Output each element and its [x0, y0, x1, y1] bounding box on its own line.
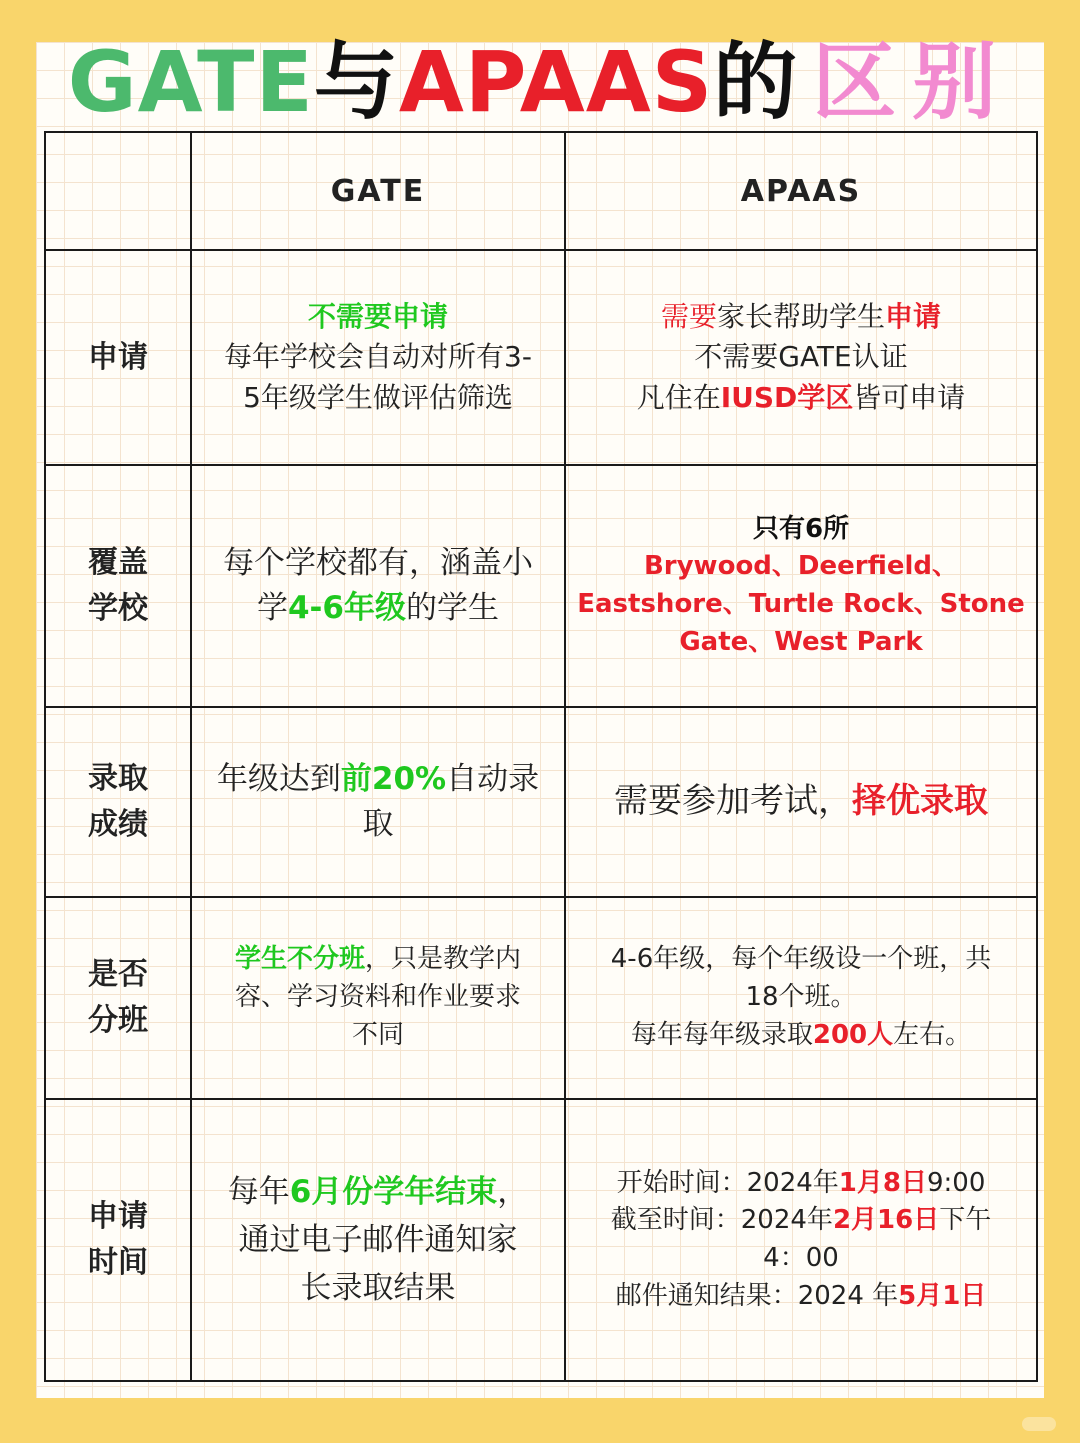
row-label-application-time: 申请 时间 [45, 1099, 191, 1381]
table-header-row [45, 132, 1037, 250]
apaas-class-division-cell: 4-6年级，每个年级设一个班，共 18个班。 每年每年级录取200人左右。 [565, 897, 1037, 1099]
title-qubie: 区别 [812, 33, 1013, 131]
row-label-application: 申请 [45, 250, 191, 465]
title-gate: GATE [67, 33, 314, 131]
title-yu: 与 [313, 33, 399, 131]
apaas-coverage-cell: 只有6所 Brywood、Deerfield、 Eastshore、Turtle Rock、Stone Gate、West Park [565, 465, 1037, 707]
title-apaas: APAAS [398, 33, 714, 131]
table-row-application-time [45, 1099, 1037, 1381]
watermark-badge [1022, 1417, 1056, 1431]
header-apaas: APAAS [565, 132, 1037, 250]
header-gate: GATE [191, 132, 565, 250]
table-row-admission [45, 707, 1037, 897]
gate-class-division-cell: 学生不分班，只是教学内 容、学习资料和作业要求 不同 [191, 897, 565, 1099]
apaas-application-cell: 需要家长帮助学生申请 不需要GATE认证 凡住在IUSD学区皆可申请 [565, 250, 1037, 465]
apaas-application-time-cell: 开始时间：2024年1月8日9:00 截至时间：2024年2月16日下午 4：00 邮件通知结果：2024 年5月1日 [565, 1099, 1037, 1381]
table-row-class-division [45, 897, 1037, 1099]
gate-coverage-cell: 每个学校都有，涵盖小 学4-6年级的学生 [191, 465, 565, 707]
row-label-class-division: 是否 分班 [45, 897, 191, 1099]
apaas-admission-cell: 需要参加考试，择优录取 [565, 707, 1037, 897]
title-de: 的 [713, 33, 799, 131]
header-empty-cell [45, 132, 191, 250]
table-row-application [45, 250, 1037, 465]
comparison-table [44, 131, 1038, 1382]
gate-application-cell: 不需要申请 每年学校会自动对所有3- 5年级学生做评估筛选 [191, 250, 565, 465]
row-label-coverage: 覆盖 学校 [45, 465, 191, 707]
page-title [0, 32, 1080, 132]
gate-admission-cell: 年级达到前20%自动录 取 [191, 707, 565, 897]
gate-application-time-cell: 每年6月份学年结束， 通过电子邮件通知家 长录取结果 [191, 1099, 565, 1381]
table-row-coverage [45, 465, 1037, 707]
row-label-admission: 录取 成绩 [45, 707, 191, 897]
